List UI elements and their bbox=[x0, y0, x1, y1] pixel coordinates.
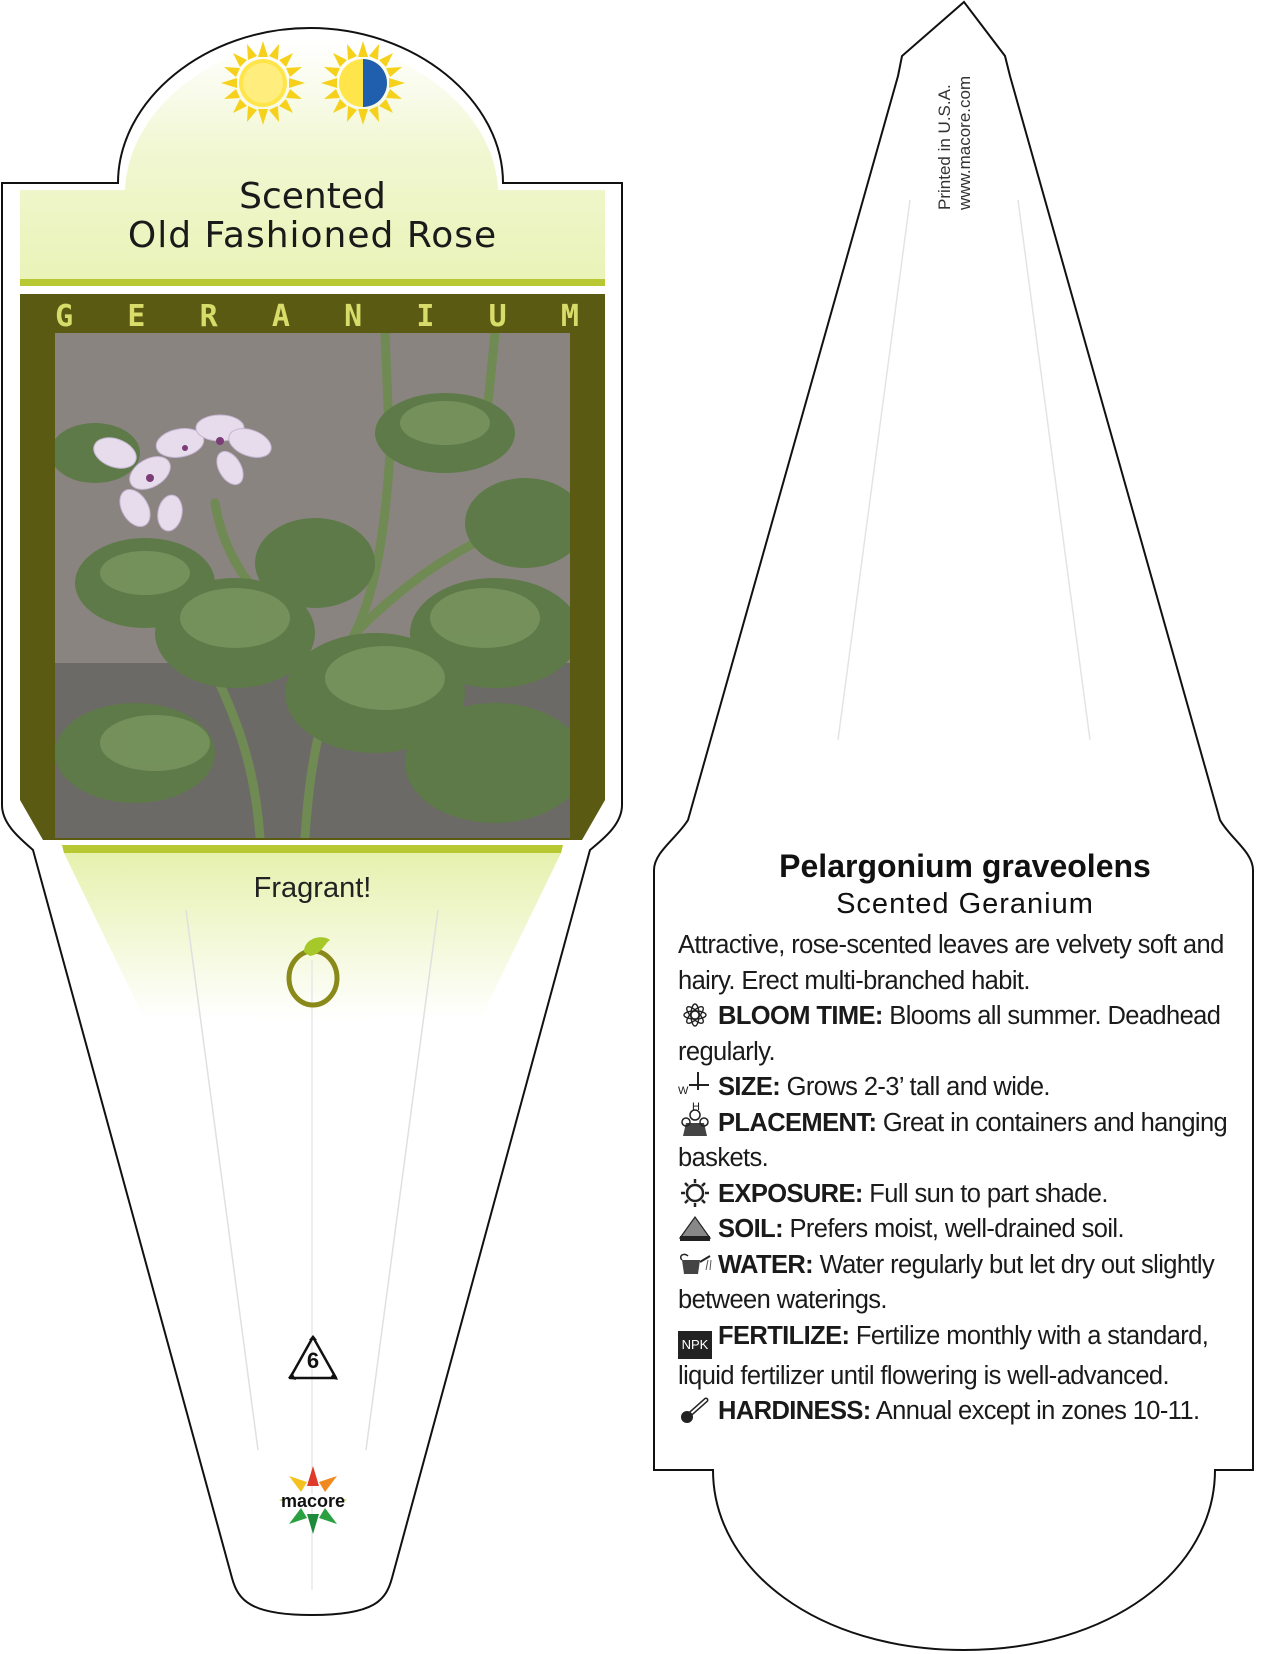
sun-exposure-icons bbox=[220, 40, 410, 126]
common-name: Scented Geranium bbox=[836, 888, 1094, 920]
fertilize-icon: NPK bbox=[678, 1331, 712, 1359]
fragrance-icon bbox=[282, 930, 344, 1008]
tagline: Fragrant! bbox=[253, 872, 372, 904]
care-placement: PLACEMENT: Great in containers and hanging baskets. bbox=[678, 1108, 1228, 1172]
bloom-icon bbox=[678, 1001, 712, 1029]
care-bloom-time: BLOOM TIME: Blooms all summer. Deadhead regularly. bbox=[678, 1002, 1221, 1066]
genus-letter: I bbox=[416, 298, 435, 334]
brand-name: macore bbox=[280, 1491, 346, 1511]
genus-letter: M bbox=[560, 298, 579, 334]
care-soil: SOIL: Prefers moist, well-drained soil. bbox=[678, 1212, 1243, 1248]
full-sun-icon bbox=[221, 41, 305, 125]
care-instructions bbox=[678, 928, 1243, 1430]
plant-photo bbox=[55, 333, 570, 838]
part-shade-icon bbox=[321, 41, 405, 125]
genus-letter: E bbox=[127, 298, 146, 334]
care-exposure: EXPOSURE: Full sun to part shade. bbox=[678, 1177, 1243, 1213]
scientific-name: Pelargonium graveolens bbox=[779, 848, 1151, 884]
soil-icon bbox=[678, 1214, 712, 1242]
title-underline-band bbox=[20, 279, 605, 286]
care-water: WATER: Water regularly but let dry out slightly between waterings. bbox=[678, 1250, 1215, 1314]
printed-in: Printed in U.S.A. bbox=[935, 84, 954, 210]
genus-letter: R bbox=[199, 298, 218, 334]
description: Attractive, rose-scented leaves are velvety soft and hairy. Erect multi-branched habit. bbox=[678, 931, 1224, 995]
water-icon bbox=[678, 1250, 712, 1278]
title-variety: Old Fashioned Rose bbox=[127, 215, 498, 256]
genus-letter: A bbox=[271, 298, 290, 334]
printed-credit bbox=[935, 76, 975, 210]
website: www.macore.com bbox=[955, 75, 974, 210]
genus-letter: G bbox=[55, 298, 74, 334]
genus-label bbox=[28, 296, 606, 336]
hardiness-icon bbox=[678, 1396, 712, 1424]
photo-bottom-band bbox=[62, 845, 563, 853]
care-hardiness: HARDINESS: Annual except in zones 10-11. bbox=[678, 1394, 1243, 1430]
exposure-icon bbox=[678, 1179, 712, 1207]
size-icon: W H bbox=[678, 1072, 712, 1100]
genus-letter: U bbox=[488, 298, 507, 334]
care-size: W H SIZE: Grows 2-3’ tall and wide. bbox=[678, 1073, 1050, 1113]
care-fertilize: NPK FERTILIZE: Fertilize monthly with a standard, liquid fertilizer until flowering is well-advanced. bbox=[678, 1321, 1209, 1390]
genus-letter: N bbox=[344, 298, 363, 334]
title-scented: Scented bbox=[239, 176, 386, 217]
recycle-number: 6 bbox=[306, 1348, 320, 1373]
